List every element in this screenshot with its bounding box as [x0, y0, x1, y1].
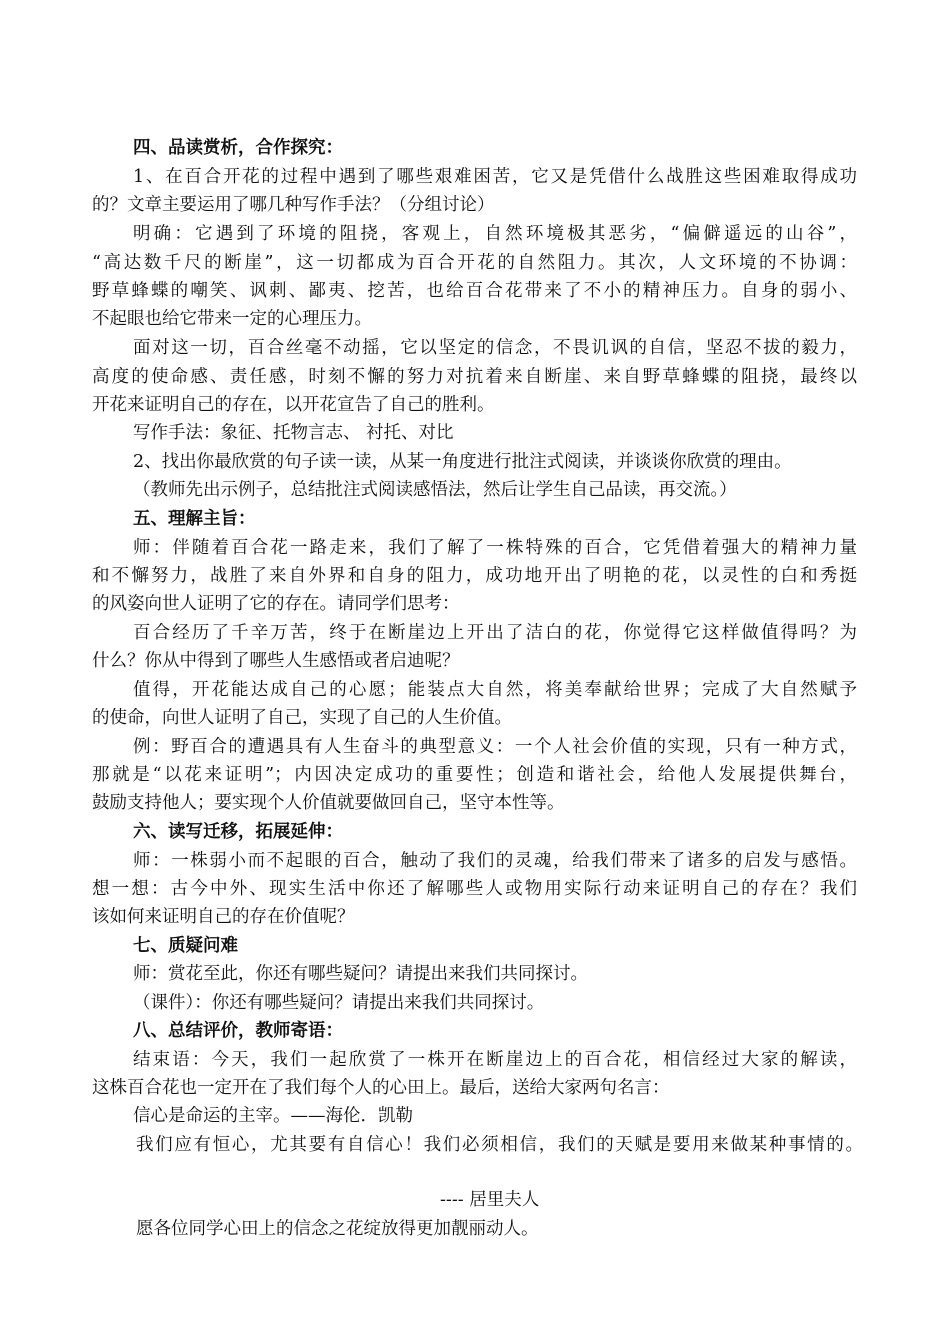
quote-2: 我们应有恒心，尤其要有自信心！我们必须相信，我们的天赋是要用来做某种事情的。	[136, 1135, 863, 1155]
section-6-para-line-2: 想一想：古今中外、现实生活中你还了解哪些人或物用实际行动来证明自己的存在？我们	[92, 879, 857, 899]
section-5-para-2-line-1: 百合经历了千辛万苦，终于在断崖边上开出了洁白的花，你觉得它这样做值得吗？为	[133, 623, 857, 643]
quote-2-author: ---- 居里夫人	[440, 1190, 540, 1210]
section-6-para-line-1: 师：一株弱小而不起眼的百合，触动了我们的灵魂，给我们带来了诸多的启发与感悟。	[133, 851, 857, 871]
section-5-heading: 五、理解主旨：	[133, 509, 256, 529]
section-5-para-1-line-1: 师：伴随着百合花一路走来，我们了解了一株特殊的百合，它凭借着强大的精神力量	[133, 538, 857, 558]
section-5-para-4-line-3: 鼓励支持他人；要实现个人价值就要做回自己，坚守本性等。	[92, 793, 565, 813]
section-6-para-line-3: 该如何来证明自己的存在价值呢？	[92, 907, 355, 927]
answer-1-line-2: “高达数千尺的断崖”，这一切都成为百合开花的自然阻力。其次，人文环境的不协调：	[92, 253, 857, 273]
section-5-para-4-line-2: 那就是“以花来证明”；内因决定成功的重要性；创造和谐社会，给他人发展提供舞台，	[92, 765, 857, 785]
answer-1-line-3: 野草蜂蝶的嘲笑、讽刺、鄙夷、挖苦，也给百合花带来了不小的精神压力。自身的弱小、	[92, 281, 857, 301]
closing-wish: 愿各位同学心田上的信念之花绽放得更加靓丽动人。	[136, 1219, 539, 1239]
section-7-para-2: （课件）：你还有哪些疑问？请提出来我们共同探讨。	[133, 993, 545, 1013]
question-2-note: （教师先出示例子，总结批注式阅读感悟法，然后让学生自己品读，再交流。）	[133, 480, 737, 500]
section-8-para-line-1: 结束语：今天，我们一起欣赏了一株开在断崖边上的百合花，相信经过大家的解读，	[133, 1050, 857, 1070]
section-8-para-line-2: 这株百合花也一定开在了我们每个人的心田上。最后，送给大家两句名言：	[92, 1078, 670, 1098]
answer-2-line-3: 开花来证明自己的存在，以开花宣告了自己的胜利。	[92, 395, 495, 415]
section-7-heading: 七、质疑问难	[133, 936, 238, 956]
section-5-para-1-line-3: 的风姿向世人证明了它的存在。请同学们思考：	[92, 594, 460, 614]
section-5-para-1-line-2: 和不懈努力，战胜了来自外界和自身的阻力，成功地开出了明艳的花，以灵性的白和秀挺	[92, 566, 857, 586]
section-5-para-3-line-1: 值得，开花能达成自己的心愿；能装点大自然，将美奉献给世界；完成了大自然赋予	[133, 680, 857, 700]
section-6-heading: 六、读写迁移，拓展延伸：	[133, 822, 343, 842]
writing-techniques: 写作手法：象征、托物言志、 衬托、对比	[133, 423, 454, 443]
section-8-heading: 八、总结评价，教师寄语：	[133, 1021, 343, 1041]
question-2: 2、找出你最欣赏的句子读一读，从某一角度进行批注式阅读，并谈谈你欣赏的理由。	[133, 452, 792, 472]
answer-2-line-1: 面对这一切，百合丝毫不动摇，它以坚定的信念，不畏讥讽的自信，坚忍不拔的毅力，	[133, 338, 857, 358]
question-1-line-2: 的？文章主要运用了哪几种写作手法？（分组讨论）	[92, 195, 495, 215]
section-7-para-1: 师：赏花至此，你还有哪些疑问？请提出来我们共同探讨。	[133, 964, 588, 984]
answer-1-line-1: 明确：它遇到了环境的阻挠，客观上，自然环境极其恶劣，“偏僻遥远的山谷”，	[133, 224, 857, 244]
section-4-heading: 四、品读赏析，合作探究：	[133, 138, 343, 158]
quote-1: 信心是命运的主宰。——海伦．凯勒	[133, 1106, 413, 1126]
answer-1-line-4: 不起眼也给它带来一定的心理压力。	[92, 309, 372, 329]
section-5-para-3-line-2: 的使命，向世人证明了自己，实现了自己的人生价值。	[92, 708, 512, 728]
section-5-para-4-line-1: 例：野百合的遭遇具有人生奋斗的典型意义：一个人社会价值的实现，只有一种方式，	[133, 737, 857, 757]
answer-2-line-2: 高度的使命感、责任感，时刻不懈的努力对抗着来自断崖、来自野草蜂蝶的阻挠，最终以	[92, 367, 857, 387]
section-5-para-2-line-2: 什么？你从中得到了哪些人生感悟或者启迪呢？	[92, 651, 460, 671]
question-1-line-1: 1、在百合开花的过程中遇到了哪些艰难困苦，它又是凭借什么战胜这些困难取得成功	[133, 167, 857, 187]
